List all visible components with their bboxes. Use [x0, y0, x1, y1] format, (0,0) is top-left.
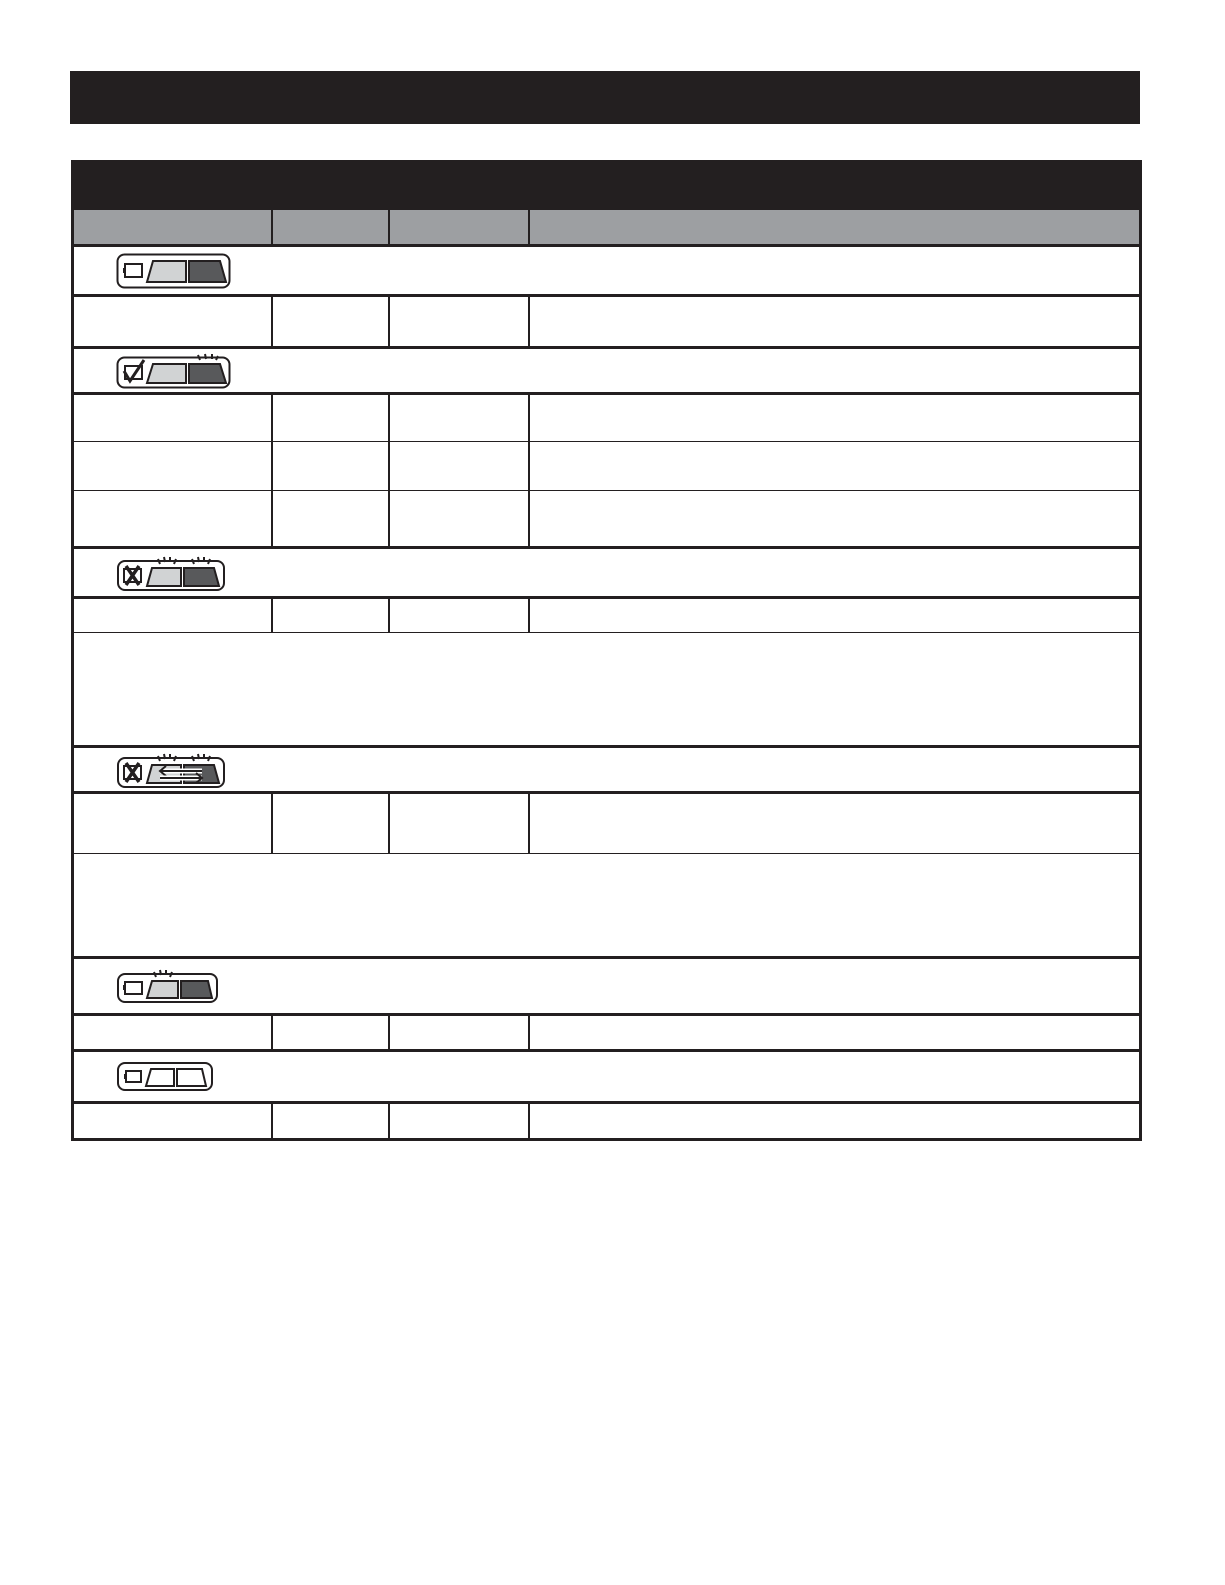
table-note — [74, 853, 1139, 956]
table-cell — [530, 491, 1139, 546]
table-row — [74, 294, 1139, 346]
table-cell — [390, 599, 530, 632]
header-col-1 — [74, 210, 273, 244]
table-cell — [390, 1104, 530, 1138]
table-cell — [74, 491, 273, 546]
battery-x-alternating-flash-indicator-icon — [116, 751, 226, 789]
table-note — [74, 632, 1139, 745]
battery-empty-lights-off-indicator-icon — [116, 1061, 214, 1093]
section-row — [74, 1049, 1139, 1101]
table-row — [74, 490, 1139, 546]
table-row — [74, 596, 1139, 632]
table-cell — [74, 297, 273, 346]
table-cell — [74, 599, 273, 632]
table-cell — [74, 1016, 273, 1049]
table-cell — [390, 794, 530, 853]
table-cell — [273, 395, 390, 441]
table-cell — [530, 1104, 1139, 1138]
table-row — [74, 441, 1139, 490]
section-row — [74, 546, 1139, 596]
table-cell — [390, 442, 530, 490]
table-row — [74, 392, 1139, 441]
table-cell — [530, 442, 1139, 490]
table-cell — [530, 599, 1139, 632]
table-cell — [390, 297, 530, 346]
battery-empty-green-flashing-indicator-icon — [116, 968, 219, 1004]
table-cell — [530, 794, 1139, 853]
page-title-bar — [70, 71, 1140, 124]
section-row — [74, 244, 1139, 294]
section-row — [74, 745, 1139, 791]
table-cell — [273, 794, 390, 853]
charger-indicator-table — [71, 160, 1142, 1141]
battery-empty-green-red-indicator-icon — [116, 253, 231, 289]
table-header-row — [74, 207, 1139, 244]
table-cell — [273, 599, 390, 632]
table-cell — [74, 395, 273, 441]
table-cell — [273, 442, 390, 490]
header-col-3 — [390, 210, 530, 244]
table-row — [74, 1101, 1139, 1138]
table-cell — [530, 297, 1139, 346]
table-cell — [273, 491, 390, 546]
battery-check-green-red-flashing-indicator-icon — [116, 353, 231, 389]
table-cell — [74, 794, 273, 853]
battery-x-both-flashing-indicator-icon — [116, 554, 226, 592]
table-cell — [390, 1016, 530, 1049]
table-row — [74, 791, 1139, 853]
table-cell — [74, 1104, 273, 1138]
table-cell — [273, 1104, 390, 1138]
section-row — [74, 956, 1139, 1013]
header-col-2 — [273, 210, 390, 244]
table-cell — [530, 395, 1139, 441]
table-cell — [530, 1016, 1139, 1049]
table-cell — [390, 395, 530, 441]
table-cell — [273, 1016, 390, 1049]
table-cell — [74, 442, 273, 490]
table-row — [74, 1013, 1139, 1049]
table-cell — [390, 491, 530, 546]
table-cell — [273, 297, 390, 346]
table-caption — [74, 163, 1139, 207]
section-row — [74, 346, 1139, 392]
header-col-4 — [530, 210, 1139, 244]
